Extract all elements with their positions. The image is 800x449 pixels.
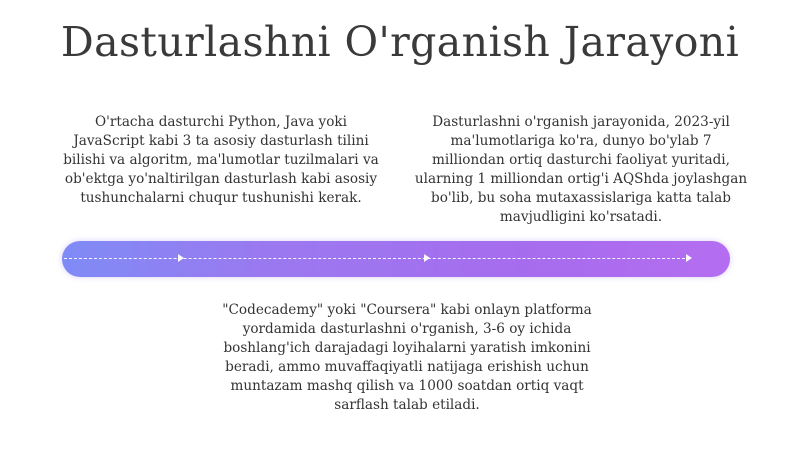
bottom-text-block: "Codecademy" yoki "Coursera" kabi onlayn platforma yordamida dasturlashni o'rganish, 3-6 oy ichida boshlang'ich darajadagi loyihalarni yaratish imkonini beradi, ammo muvaffaqiyatli natijaga erishish uchun muntazam mashq qilish va 1000 soatdan ortiq vaqt sarflash talab etiladi. <box>222 302 592 413</box>
timeline-arrow-icon <box>686 254 692 262</box>
left-text-block: O'rtacha dasturchi Python, Java yoki JavaScript kabi 3 ta asosiy dasturlash tilini bilishi va algoritm, ma'lumotlar tuzilmalari va ob'ektga yo'naltirilgan dasturlash kabi asosiy tushunchalarni chuqur tushunishi kerak. <box>63 114 379 206</box>
timeline-arrow-icon <box>424 254 430 262</box>
slide-title: Dasturlashni O'rganish Jarayoni <box>60 18 740 66</box>
timeline-bar <box>62 241 730 277</box>
timeline-dashed-line <box>64 258 690 259</box>
right-text-block: Dasturlashni o'rganish jarayonida, 2023-yil ma'lumotlariga ko'ra, dunyo bo'ylab 7 milliondan ortiq dasturchi faoliyat yuritadi, ularning 1 milliondan ortig'i AQShda joylashgan bo'lib, bu soha mutaxassislariga katta talab mavjudligini ko'rsatadi. <box>414 114 748 225</box>
timeline-arrow-icon <box>178 254 184 262</box>
